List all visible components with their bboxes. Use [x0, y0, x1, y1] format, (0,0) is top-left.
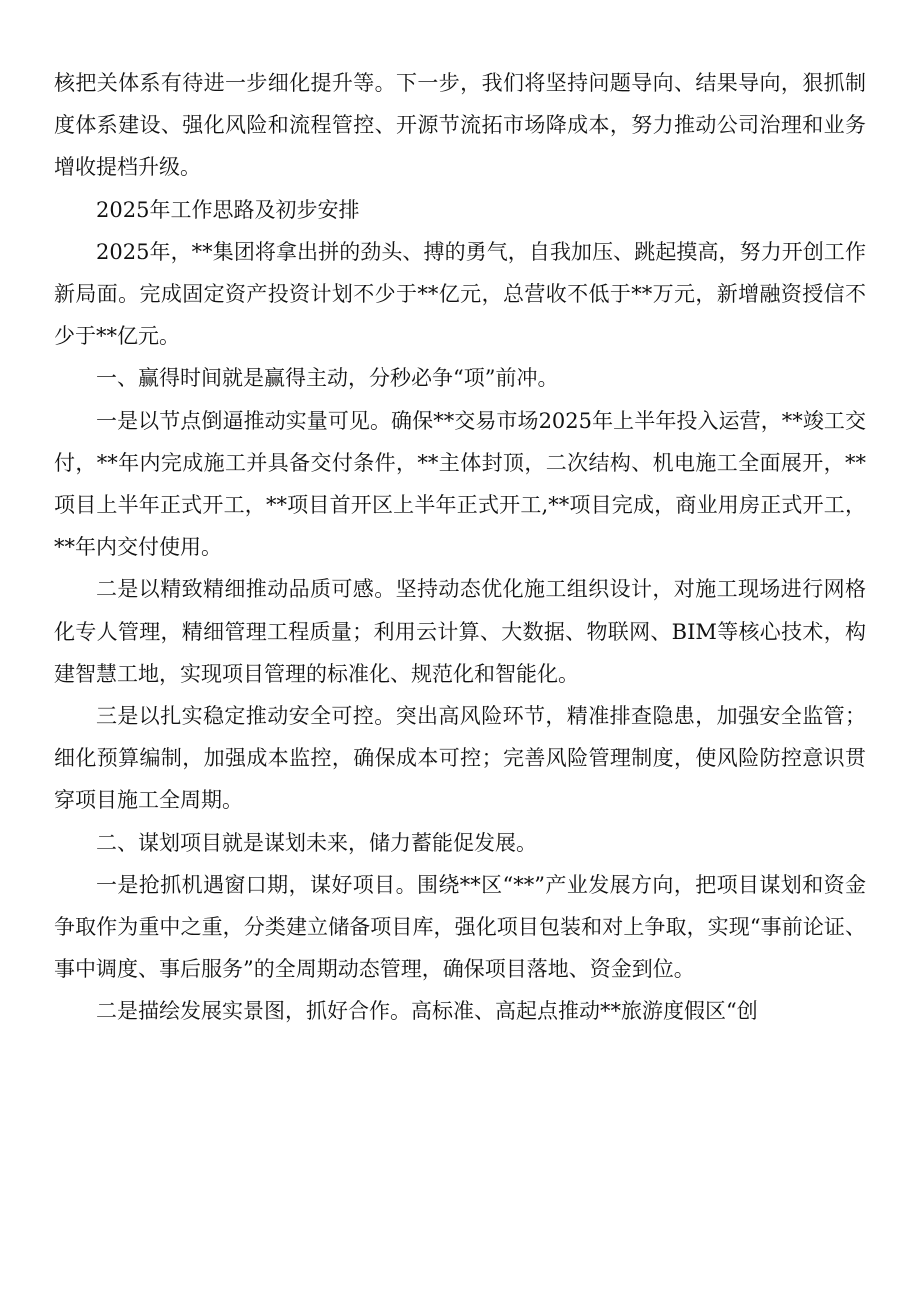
paragraph-project-planning: 一是抢抓机遇窗口期，谋好项目。围绕**区“**”产业发展方向，把项目谋划和资金争取作为重中之重，分类建立储备项目库，强化项目包装和对上争取，实现“事前论证、事中调度、事后服务”的全周期动态管理，确保项目落地、资金到位。 — [54, 872, 866, 982]
heading-section-one: 一、赢得时间就是赢得主动，分秒必争“项”前冲。 — [96, 366, 559, 391]
document-body — [54, 62, 866, 1033]
paragraph-continuation: 核把关体系有待进一步细化提升等。下一步，我们将坚持问题导向、结果导向，狠抓制度体系建设、强化风险和流程管控、开源节流拓市场降成本，努力推动公司治理和业务增收提档升级。 — [54, 71, 866, 180]
paragraph-quality: 二是以精致精细推动品质可感。坚持动态优化施工组织设计，对施工现场进行网格化专人管理，精细管理工程质量；利用云计算、大数据、物联网、BIM等核心技术，构建智慧工地，实现项目管理的标准化、规范化和智能化。 — [54, 577, 866, 686]
paragraph-safety: 三是以扎实稳定推动安全可控。突出高风险环节，精准排查隐患，加强安全监管；细化预算编制，加强成本监控，确保成本可控；完善风险管理制度，使风险防控意识贯穿项目施工全周期。 — [54, 704, 866, 813]
paragraph-2025-targets: 2025年，**集团将拿出拼的劲头、搏的勇气，自我加压、跳起摸高，努力开创工作新局面。完成固定资产投资计划不少于**亿元，总营收不低于**万元，新增融资授信不少于**亿元。 — [54, 239, 866, 349]
heading-section-two: 二、谋划项目就是谋划未来，储力蓄能促发展。 — [96, 830, 537, 855]
paragraph-node-progress: 一是以节点倒逼推动实量可见。确保**交易市场2025年上半年投入运营，**竣工交付，**年内完成施工并具备交付条件，**主体封顶，二次结构、机电施工全面展开，**项目上半年正式开工，**项目首开区上半年正式开工,**项目完成，商业用房正式开工，**年内交付使用。 — [54, 408, 866, 560]
section-heading-2025-plan: 2025年工作思路及初步安排 — [96, 197, 360, 222]
paragraph-cooperation: 二是描绘发展实景图，抓好合作。高标准、高起点推动**旅游度假区“创 — [96, 999, 758, 1024]
